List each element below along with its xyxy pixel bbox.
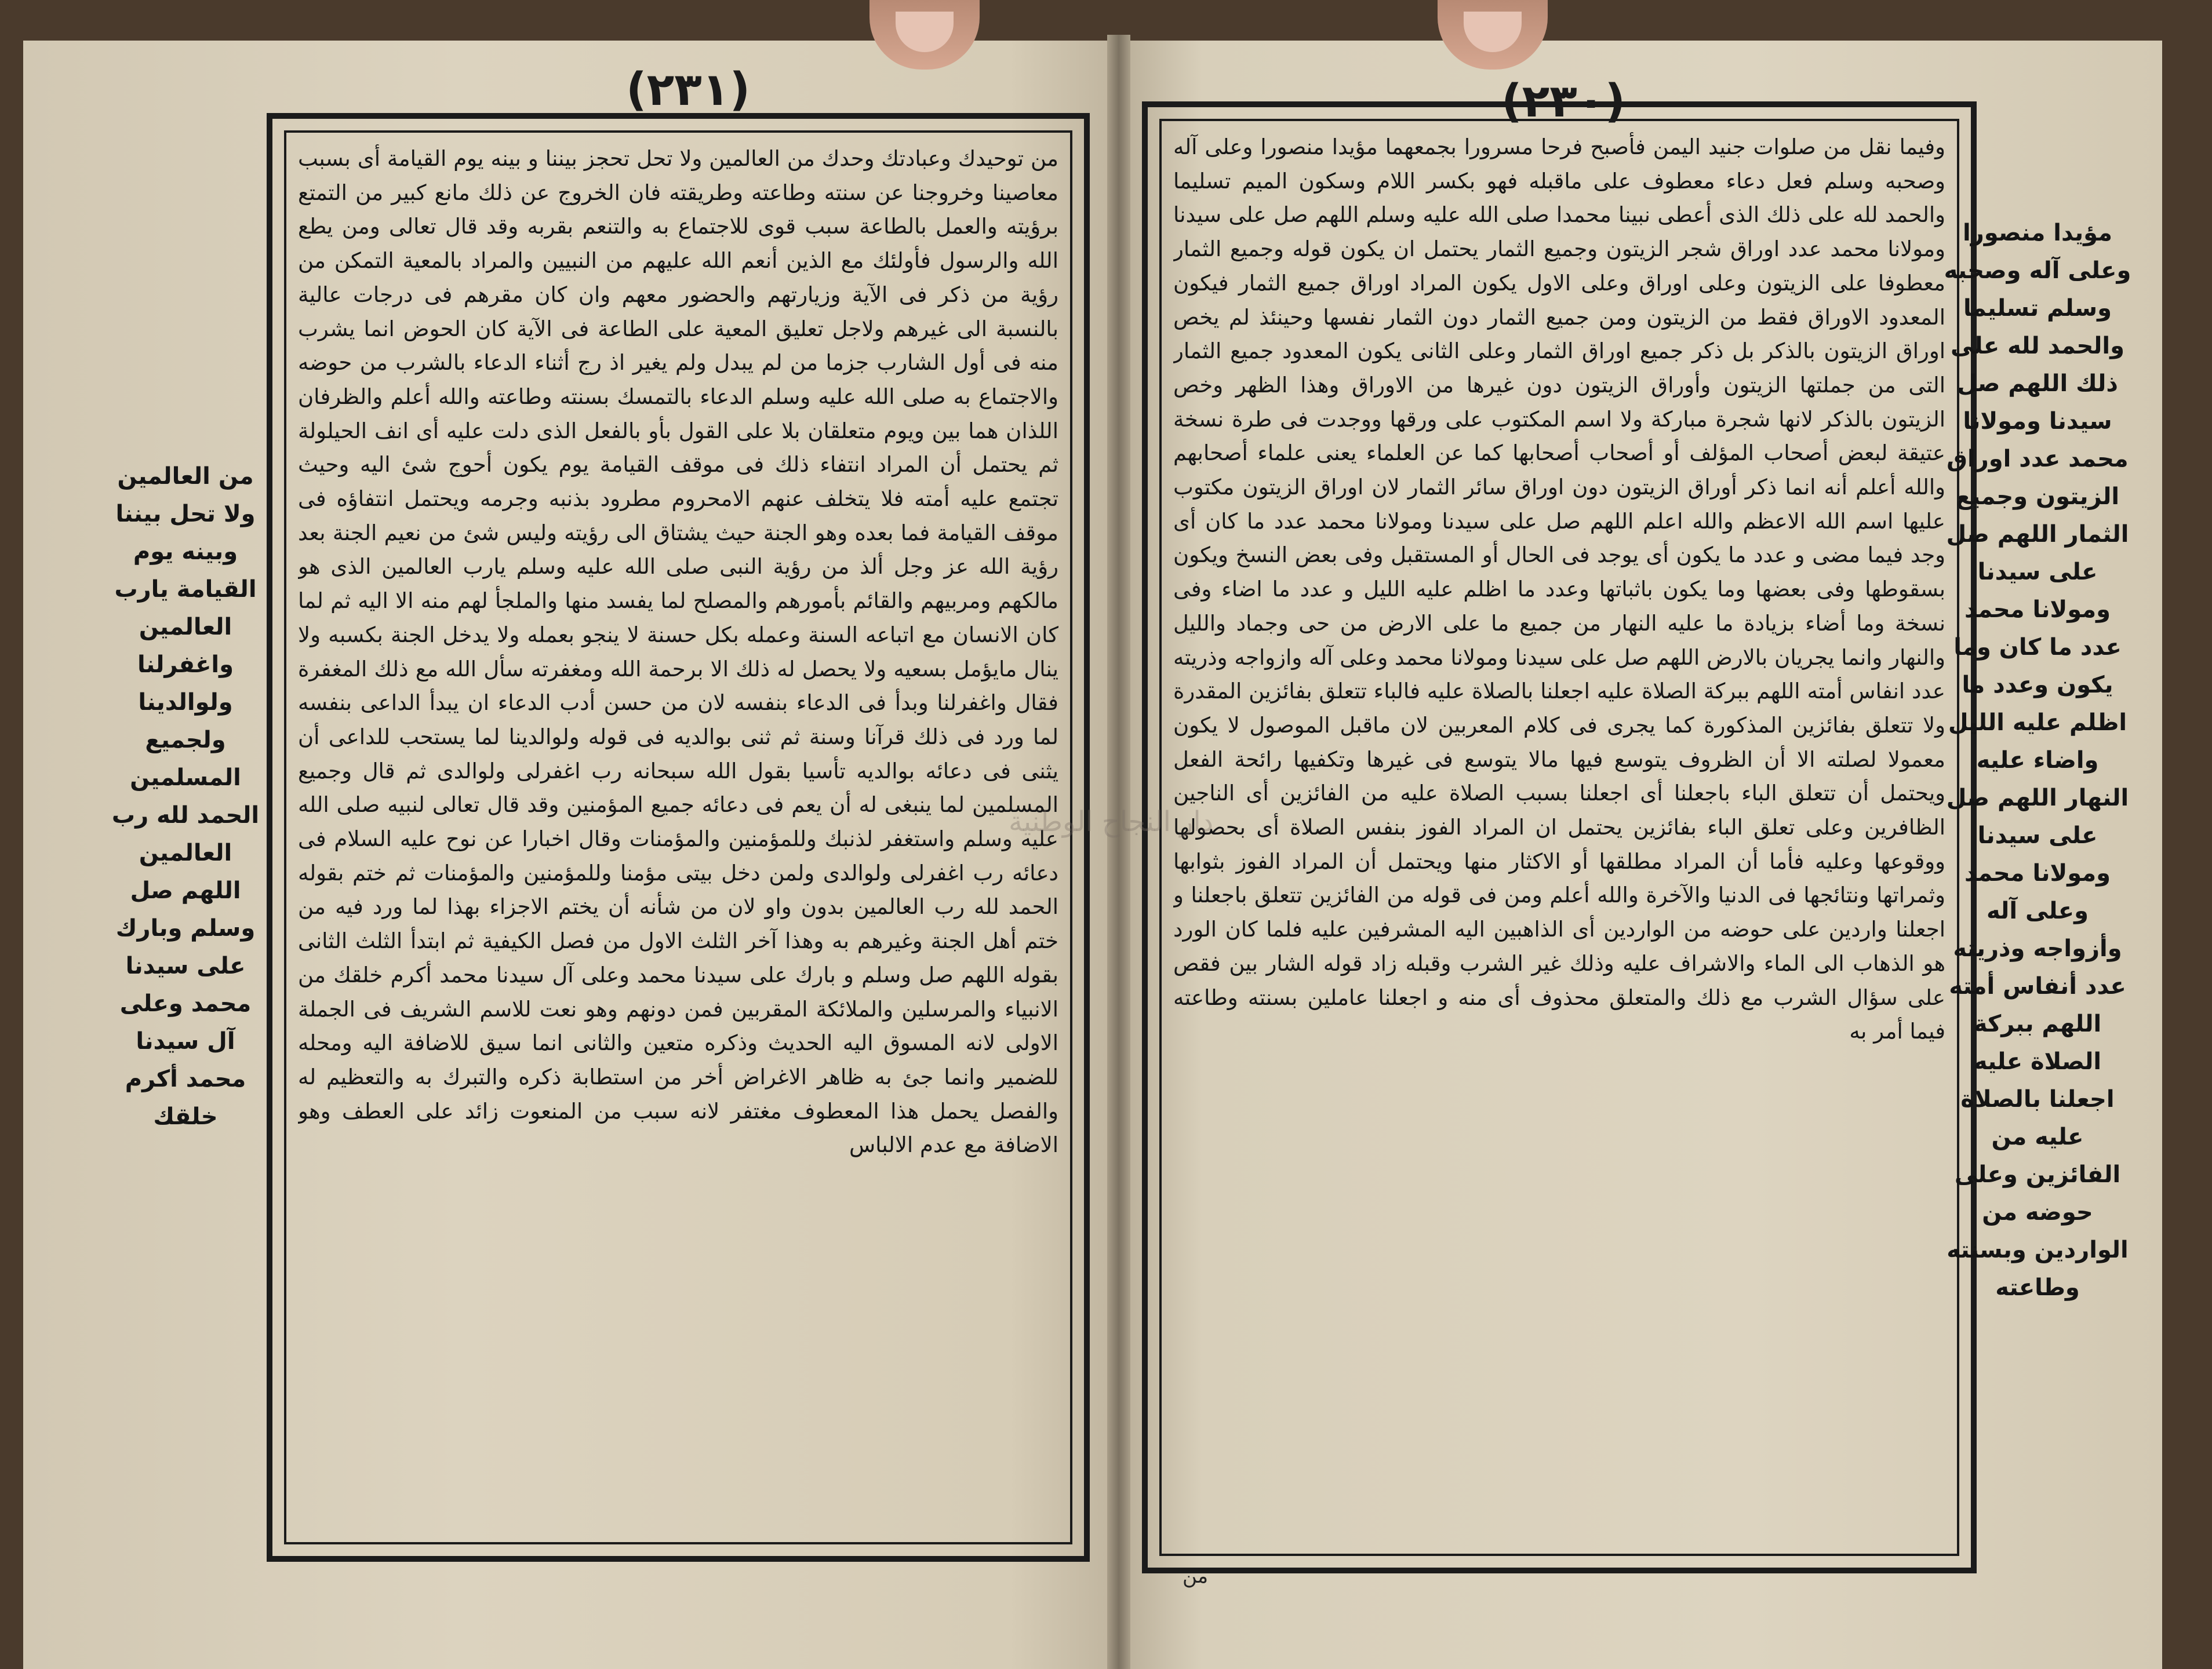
book-gutter	[1107, 35, 1130, 1669]
left-body-text	[298, 142, 1058, 1533]
thumbnail-right	[1464, 12, 1522, 52]
left-text-frame	[267, 113, 1090, 1562]
watermark: دار النجاح الوطنية	[1009, 806, 1214, 838]
right-margin-note: مؤيدا منصورا وعلى آله وصحبه وسلم تسليما والحمد لله على ذلك اللهم صل سيدنا ومولانا محمد عدد اوراق الزيتون وجميع الثمار اللهم صل على سيدنا ومولانا محمد عدد ما كان وما يكون وعدد ما اظلم عليه الليل واضاء عليه النهار اللهم صل على سيدنا ومولانا محمد وعلى آله وأزواجه وذريته عدد أنفاس أمته اللهم ببركة الصلاة عليه اجعلنا بالصلاة عليه من الفائزين وعلى حوضه من الواردين وبسنته وطاعته	[1944, 220, 2131, 1301]
left-body-paragraph: من توحيدك وعبادتك وحدك من العالمين ولا تحل تحجز بيننا و بينه يوم القيامة أى بسبب معاصينا وخروجنا عن سنته وطاعته وطريقته فان الخروج عن ذلك مانع كبير من التمتع برؤيته والعمل بالطاعة سبب قوى للاجتماع به والتنعم بقربه وقد قال تعالى ومن يطع الله والرسول فأولئك مع الذين أنعم الله عليهم من النبيين والمراد بالمعية التمكن من رؤية من ذكر فى الآية وزيارتهم والحضور معهم وان كان مقرهم فى درجات عالية بالنسبة الى غيرهم ولاجل تعليق المعية على الطاعة فى الآية كان الحوض انما يشرب منه فى أول الشارب جزما من لم يبدل ولم يغير اذ رج أثناء الدعاء بالشرب من حوضه والاجتماع به صلى الله عليه وسلم الدعاء بالتمسك بسنته وطاعته والله أعلم والظرفان اللذان هما بين ويوم متعلقان بلا على القول بأو بالفعل الذى دلت عليه أى انف الحيلولة ثم يحتمل أن المراد انتفاء ذلك فى موقف القيامة يوم يكون أحوج شئ اليه وحيث تجتمع عليه أمته فلا يتخلف عنهم الامحروم مطرود بذنبه وجرمه ويحتمل انتفاؤه فى موقف القيامة فما بعده وهو الجنة حيث يشتاق الى رؤيته وليس شئ من نعيم الجنة بعد رؤية الله عز وجل ألذ من رؤية النبى صلى الله عليه وسلم يارب العالمين الذى هو مالكهم ومربيهم والقائم بأمورهم والمصلح لما يفسد منها والملجأ لهم منه الا اليه ثم لما كان الانسان مع اتباعه السنة وعمله بكل حسنة لا ينجو بعمله ولا يدخل الجنة بكسبه ولا ينال مايؤمل بسعيه ولا يحصل له ذلك الا برحمة الله ومغفرته سأل الله مع ذلك المغفرة فقال واغفرلنا وبدأ فى الدعاء بنفسه لان من حسن أدب الدعاء ان يبدأ الداعى بنفسه لما ورد فى ذلك قرآنا وسنة ثم ثنى بوالديه فى قوله ولوالدينا لما يستحب للداعى أن يثنى فى دعائه بوالديه تأسيا بقول الله سبحانه رب اغفرلى ولوالدى ثم قال وجميع المسلمين لما ينبغى له أن يعم فى دعائه جميع المؤمنين وقد قال تعالى لنبيه صلى الله عليه وسلم واستغفر لذنبك وللمؤمنين والمؤمنات وقال اخبارا عن نوح عليه السلام فى دعائه رب اغفرلى ولوالدى ولمن دخل بيتى مؤمنا وللمؤمنين والمؤمنات ثم ختم بقوله الحمد لله رب العالمين بدون واو لان من شأنه أن يختم الاجزاء بهذا لما ورد فيه من ختم أهل الجنة وغيرهم به وهذا آخر الثلث الاول من فصل الكيفية ثم ابتدأ الثلث الثانى بقوله اللهم صل وسلم و بارك على سيدنا محمد وعلى آل سيدنا محمد أكرم خلقك من الانبياء والمرسلين والملائكة المقربين فمن دونهم وهو نعت للاسم الشريف فى الجملة الاولى لانه المسوق اليه الحديث وذكره متعين والثانى انما سيق للاضافة اليه ومحله للضمير وانما جئ به ظاهر الاغراض أخر من استطابة ذكره والتبرك به والتعظيم له والفصل يحمل هذا المعطوف مغتفر لانه سبب من المنعوت زائد على العطف وهو الاضافة مع عدم الالباس	[298, 146, 1058, 1158]
right-page-number: (٢٣٠)	[1501, 75, 1626, 127]
right-body-text	[1173, 130, 1945, 1544]
right-body-paragraph: وفيما نقل من صلوات جنيد اليمن فأصبح فرحا مسرورا بجمعهما مؤيدا منصورا وعلى آله وصحبه وسلم فعل دعاء معطوف على ماقبله فهو بكسر اللام وسكون الميم تسليما والحمد لله على ذلك الذى أعطى نبينا محمدا صلى الله عليه وسلم اللهم صل على سيدنا ومولانا محمد عدد اوراق شجر الزيتون وجميع الثمار يحتمل ان يكون قوله وجميع الثمار معطوفا على الزيتون وعلى اوراق وعلى الاول يكون المراد اوراق جميع الثمار فيكون المعدود الاوراق فقط من الزيتون ومن جميع الثمار دون الثمار نفسها وحينئذ لم يخص اوراق الزيتون بالذكر بل ذكر جميع اوراق الثمار وعلى الثانى يكون المعدود جميع الثمار التى من جملتها الزيتون وأوراق الزيتون دون غيرها من الاوراق وهذا الظهر وخص الزيتون بالذكر لانها شجرة مباركة ولا اسم المكتوب على ورقها ووجدت فى طرة نسخة عتيقة لبعض أصحاب المؤلف أو أصحاب أصحابها كما عن العلماء يعنى علماء أصحابهم والله أعلم أنه انما ذكر أوراق الزيتون دون اوراق سائر الثمار لان اوراق الزيتون مكتوب عليها اسم الله الاعظم والله اعلم اللهم صل على سيدنا ومولانا محمد عدد ما كان أى وجد فيما مضى و عدد ما يكون أى يوجد فى الحال أو المستقبل وفى بعض النسخ ويكون بسقوطها وفى بعضها وما يكون باثباتها وعدد ما اظلم عليه الليل و عدد ما اضاء وفى نسخة وما أضاء بزيادة ما عليه النهار من جميع ما على الارض من حى وجماد والليل والنهار وانما يجريان بالارض اللهم صل على سيدنا ومولانا محمد وعلى آله وازواجه وذريته عدد انفاس أمته اللهم ببركة الصلاة عليه اجعلنا بالصلاة عليه فالباء تتعلق بفائزين المقدرة ولا تتعلق بفائزين المذكورة كما يجرى فى كلام المعربين لان ماقبل الموصول لا يكون معمولا لصلته الا أن الظروف يتوسع فيها مالا يتوسع فى غيرها وتكفيها رائحة الفعل ويحتمل أن تتعلق الباء باجعلنا أى اجعلنا بسبب الصلاة عليه من الفائزين أى الناجين الظافرين وعلى تعلق الباء بفائزين يحتمل ان المراد الفوز بنفس الصلاة أى بحصولها ووقوعها وعليه فأما أن المراد مطلقها أو الاكثار منها ويحتمل أن المراد الفوز بثوابها وثمراتها ونتائجها فى الدنيا والآخرة والله أعلم ومن فى قوله من الفائزين تتعلق باجعلنا و اجعلنا واردين على حوضه من الواردين أى الذاهبين اليه المشرفين عليه فلما كان الورد هو الذهاب الى الماء والاشراف عليه وذلك غير الشرب وقبله زاد قوله الشار بين فقص على سؤال الشرب مع ذلك والمتعلق محذوف أى منه و اجعلنا عاملين بسنته وطاعته فيما أمر به	[1173, 134, 1945, 1044]
left-margin-note: من العالمين ولا تحل بيننا وبينه يوم القيامة يارب العالمين واغفرلنا ولوالدينا ولجميع المسلمين الحمد لله رب العالمين اللهم صل وسلم وبارك على سيدنا محمد وعلى آل سيدنا محمد أكرم خلقك	[111, 463, 260, 1130]
thumbnail-left	[896, 12, 954, 52]
catchword: من	[1183, 1565, 1209, 1588]
left-page-number: (٢٣١)	[626, 64, 751, 116]
right-text-frame	[1142, 101, 1977, 1573]
